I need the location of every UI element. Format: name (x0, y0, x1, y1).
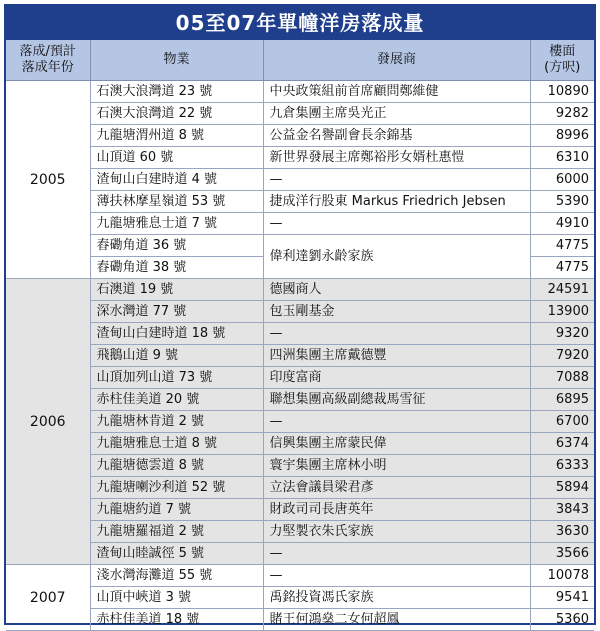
developer-cell: — (263, 565, 530, 587)
area-cell: 4910 (530, 213, 594, 235)
property-cell: 舂磡角道 38 號 (90, 257, 263, 279)
year-cell: 2005 (6, 81, 90, 279)
area-cell: 6700 (530, 411, 594, 433)
property-cell: 山頂中峽道 3 號 (90, 587, 263, 609)
completion-table (6, 40, 594, 631)
table-row (6, 543, 594, 565)
table-row (6, 521, 594, 543)
property-cell: 薄扶林摩星嶺道 53 號 (90, 191, 263, 213)
year-cell: 2007 (6, 565, 90, 631)
developer-cell: 力堅製衣朱氏家族 (263, 521, 530, 543)
year-cell: 2006 (6, 279, 90, 565)
developer-cell: 新世界發展主席鄭裕彤女婿杜惠愷 (263, 147, 530, 169)
table-row (6, 411, 594, 433)
developer-cell: — (263, 411, 530, 433)
area-cell: 9320 (530, 323, 594, 345)
area-cell: 10890 (530, 81, 594, 103)
header-property: 物業 (90, 40, 263, 81)
table-row (6, 169, 594, 191)
table-title: 05至07年單幢洋房落成量 (6, 6, 594, 40)
property-cell: 石澳道 19 號 (90, 279, 263, 301)
table-row (6, 389, 594, 411)
table-row (6, 147, 594, 169)
table-row (6, 433, 594, 455)
developer-cell: 公益金名譽副會長余錦基 (263, 125, 530, 147)
property-cell: 山頂道 60 號 (90, 147, 263, 169)
area-cell: 24591 (530, 279, 594, 301)
header-area (530, 40, 594, 81)
developer-cell: 四洲集團主席戴德豐 (263, 345, 530, 367)
developer-cell: 包玉剛基金 (263, 301, 530, 323)
property-cell: 赤柱佳美道 18 號 (90, 609, 263, 631)
table-row (6, 191, 594, 213)
developer-cell: 德國商人 (263, 279, 530, 301)
developer-cell: — (263, 169, 530, 191)
table-row (6, 477, 594, 499)
property-cell: 九龍塘喇沙利道 52 號 (90, 477, 263, 499)
area-cell: 7088 (530, 367, 594, 389)
property-cell: 九龍塘雅息士道 8 號 (90, 433, 263, 455)
table-row (6, 301, 594, 323)
group-2007 (6, 565, 594, 631)
area-cell: 3566 (530, 543, 594, 565)
property-cell: 深水灣道 77 號 (90, 301, 263, 323)
table-row (6, 565, 594, 587)
table-row (6, 125, 594, 147)
header-row (6, 40, 594, 81)
group-2006 (6, 279, 594, 565)
header-area-line2: (方呎) (544, 60, 581, 75)
property-cell: 飛鵝山道 9 號 (90, 345, 263, 367)
property-cell: 渣甸山白建時道 18 號 (90, 323, 263, 345)
developer-cell: 寰宇集團主席林小明 (263, 455, 530, 477)
area-cell: 5894 (530, 477, 594, 499)
area-cell: 6895 (530, 389, 594, 411)
area-cell: 5360 (530, 609, 594, 631)
property-cell: 九龍塘約道 7 號 (90, 499, 263, 521)
area-cell: 6310 (530, 147, 594, 169)
property-cell: 九龍塘渭州道 8 號 (90, 125, 263, 147)
property-cell: 九龍塘雅息士道 7 號 (90, 213, 263, 235)
table-row (6, 279, 594, 301)
property-cell: 山頂加列山道 73 號 (90, 367, 263, 389)
area-cell: 6333 (530, 455, 594, 477)
header-year-line2: 落成年份 (21, 60, 74, 75)
table-row (6, 235, 594, 257)
area-cell: 9282 (530, 103, 594, 125)
developer-cell: 賭王何鴻燊二女何超鳳 (263, 609, 530, 631)
property-cell: 石澳大浪灣道 22 號 (90, 103, 263, 125)
developer-cell: 九倉集團主席吳光正 (263, 103, 530, 125)
table-row (6, 367, 594, 389)
group-2005 (6, 81, 594, 279)
table-row (6, 81, 594, 103)
developer-cell: 聯想集團高級副總裁馬雪征 (263, 389, 530, 411)
developer-cell: 捷成洋行股東 Markus Friedrich Jebsen (263, 191, 530, 213)
table-row (6, 499, 594, 521)
header-year (6, 40, 90, 81)
developer-cell: — (263, 213, 530, 235)
property-cell: 石澳大浪灣道 23 號 (90, 81, 263, 103)
table-row (6, 455, 594, 477)
property-cell: 赤柱佳美道 20 號 (90, 389, 263, 411)
table-row (6, 213, 594, 235)
property-cell: 淺水灣海灘道 55 號 (90, 565, 263, 587)
header-developer: 發展商 (263, 40, 530, 81)
area-cell: 4775 (530, 257, 594, 279)
property-cell: 渣甸山睦誠徑 5 號 (90, 543, 263, 565)
area-cell: 10078 (530, 565, 594, 587)
area-cell: 5390 (530, 191, 594, 213)
developer-cell: 財政司司長唐英年 (263, 499, 530, 521)
property-cell: 九龍塘林肯道 2 號 (90, 411, 263, 433)
table-row (6, 103, 594, 125)
area-cell: 9541 (530, 587, 594, 609)
developer-cell: 中央政策組前首席顧問鄭維健 (263, 81, 530, 103)
area-cell: 8996 (530, 125, 594, 147)
developer-cell: — (263, 323, 530, 345)
table-row (6, 323, 594, 345)
area-cell: 7920 (530, 345, 594, 367)
developer-cell: — (263, 543, 530, 565)
area-cell: 6374 (530, 433, 594, 455)
table-row (6, 609, 594, 631)
header-year-line1: 落成/預計 (19, 44, 76, 59)
property-cell: 渣甸山白建時道 4 號 (90, 169, 263, 191)
developer-cell: 印度富商 (263, 367, 530, 389)
developer-cell: 信興集團主席蒙民偉 (263, 433, 530, 455)
area-cell: 3630 (530, 521, 594, 543)
property-cell: 舂磡角道 36 號 (90, 235, 263, 257)
area-cell: 3843 (530, 499, 594, 521)
developer-cell: 偉利達劉永齡家族 (263, 235, 530, 279)
developer-cell: 禹銘投資馮氏家族 (263, 587, 530, 609)
property-cell: 九龍塘羅福道 2 號 (90, 521, 263, 543)
header-area-line1: 樓面 (549, 44, 576, 59)
area-cell: 4775 (530, 235, 594, 257)
table-row (6, 345, 594, 367)
developer-cell: 立法會議員梁君彥 (263, 477, 530, 499)
table-row (6, 587, 594, 609)
area-cell: 13900 (530, 301, 594, 323)
property-cell: 九龍塘德雲道 8 號 (90, 455, 263, 477)
area-cell: 6000 (530, 169, 594, 191)
table-frame (4, 4, 596, 625)
